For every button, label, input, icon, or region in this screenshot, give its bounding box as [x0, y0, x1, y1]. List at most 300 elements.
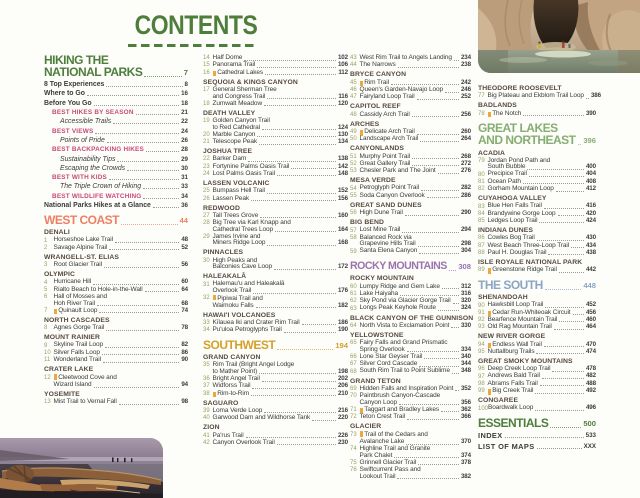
dot-leader [94, 105, 180, 106]
trail-entry-balanced-rock-via-grapevine-hills-trail [350, 235, 471, 248]
trail-name-line [213, 391, 349, 398]
trail-entry-body [360, 94, 472, 101]
trail-name-line [488, 324, 597, 331]
trail-number: 89 [478, 267, 485, 274]
dot-leader [95, 133, 179, 134]
trail-name: Golden Canyon Trail [212, 116, 270, 124]
page-number: 220 [337, 414, 348, 422]
trail-name: Cleetwood Cove and [58, 374, 117, 382]
trail-name: Highline Trail and Granite [359, 445, 431, 453]
featured-hike-marker-icon [360, 431, 363, 436]
trail-entry-body [488, 186, 597, 193]
trail-name-line [213, 171, 349, 178]
trail-number: 97 [478, 373, 485, 380]
trail-entry-garwood-dam-and-wildhorse-tank [203, 415, 348, 422]
trail-number: 92 [478, 317, 485, 324]
trail-name: Wizard Island [53, 380, 92, 388]
section-page-number: 396 [583, 135, 596, 145]
trail-name: Spring Overlook [359, 345, 405, 353]
trail-name: Canyon Loop [359, 398, 398, 406]
trail-name-line [360, 94, 472, 101]
slot-canyon-image [478, 0, 640, 73]
trail-name: Agnes Gorge Trail [53, 324, 105, 332]
dot-leader [545, 289, 581, 290]
dot-leader [454, 60, 459, 61]
section-page-number: 194 [335, 340, 348, 350]
page-number: 31 [181, 174, 188, 182]
trail-name: Deep Creek Loop Trail [487, 365, 551, 373]
trail-name-line [360, 210, 472, 217]
trail-name-line [213, 415, 349, 422]
trail-number: 88 [478, 249, 485, 256]
page-number: 106 [337, 61, 348, 69]
trail-name: Waimoku Falls [212, 301, 254, 309]
dot-leader [251, 395, 336, 396]
trail-name: Lost Mine Trail [359, 226, 401, 234]
trail-entry-nuttallburg-trails [478, 349, 596, 356]
dot-leader [277, 349, 333, 350]
trail-name: Ledges Loop Trail [487, 216, 538, 224]
page-number: 276 [460, 167, 471, 175]
trail-name: Hurricane Hill [53, 278, 92, 286]
trail-name: Santa Elena Canyon [359, 247, 418, 255]
dot-leader [445, 92, 459, 93]
page-number: 386 [590, 92, 601, 100]
trail-number: 20 [203, 131, 210, 138]
dot-leader [452, 373, 459, 374]
trail-number: 87 [478, 242, 485, 249]
trail-number: 33 [203, 320, 210, 326]
park-name-indiana-dunes: INDIANA DUNES [478, 227, 534, 235]
page-number: 416 [585, 202, 596, 210]
trail-name-line [360, 62, 472, 69]
park-name-yellowstone: YELLOWSTONE [350, 331, 404, 339]
trail-entry-the-narrows [350, 62, 471, 69]
trail-entry-fairyland-loop-trail [350, 94, 471, 101]
toc-entry-list-of-maps [478, 443, 596, 450]
dot-leader [441, 411, 459, 412]
park-name-canyonlands: CANYONLANDS [350, 145, 404, 153]
trail-number: 22 [203, 156, 210, 163]
trail-name: Wonderland Trail [53, 355, 101, 363]
trail-number: 62 [350, 298, 357, 305]
page-number: 138 [337, 155, 348, 163]
page-number: 438 [585, 248, 596, 256]
trail-name: Boardwalk Loop [488, 404, 534, 412]
trail-name: West Rim Trail to Angels Landing [359, 54, 452, 61]
dot-leader [127, 170, 179, 171]
toc-entry-label: Before You Go [44, 99, 92, 107]
page-number: 260 [460, 127, 471, 135]
trail-number: 90 [478, 302, 485, 309]
page-number: 352 [460, 384, 471, 392]
dot-leader [537, 240, 584, 241]
trail-name-line [213, 70, 349, 77]
trail-number: 58 [350, 234, 357, 241]
trail-name: Hawksbill Loop Trail [487, 301, 544, 309]
dot-leader [259, 373, 336, 374]
dot-leader [136, 114, 179, 115]
trail-entry-body [360, 112, 472, 119]
trail-name: Swiftcurrent Pass and [359, 466, 421, 474]
trail-entry-body [360, 235, 472, 248]
page-number: 34 [181, 192, 188, 200]
page-number: 330 [460, 321, 471, 329]
dot-leader [267, 98, 336, 99]
page-number: 86 [181, 348, 188, 356]
trail-name: Rialto Beach to Hole-in-the-Wall [53, 285, 143, 293]
park-name-denali: DENALI [44, 229, 70, 237]
dot-leader [529, 176, 584, 177]
park-name-pinnacles: PINNACLES [203, 249, 244, 257]
dot-leader [257, 67, 336, 68]
toc-column-4 [478, 85, 601, 453]
page-number: 130 [337, 130, 348, 138]
trail-name-line [488, 171, 597, 178]
trail-number: 40 [203, 415, 210, 422]
dot-leader [267, 245, 336, 246]
dot-leader [527, 169, 584, 170]
trail-name: Tall Trees Grove [212, 211, 259, 219]
trail-name: Garwood Dam and Wildhorse Tank [212, 414, 311, 422]
park-name-north-cascades: NORTH CASCADES [44, 316, 110, 324]
trail-number: 75 [350, 459, 357, 466]
park-name-shenandoah: SHENANDOAH [478, 294, 528, 302]
dot-leader [412, 158, 459, 159]
toc-entry-label: BEST HIKES BY SEASON [52, 109, 134, 117]
trail-entry-root-glacier-trail [44, 262, 188, 269]
trail-name: Sky Pond via Glacier Gorge Trail [359, 297, 451, 305]
beach-driftwood-image [0, 438, 163, 498]
dot-leader [427, 197, 459, 198]
trail-name: Halemau'u and Haleakalā [212, 280, 285, 288]
section-header-great-lakes-and-northeast [478, 123, 596, 146]
trail-name: James Irvine and [212, 232, 261, 240]
section-label: SOUTHWEST [203, 337, 276, 352]
trail-name: Paul H. Douglas Trail [487, 248, 547, 256]
park-name-crater-lake: CRATER LAKE [44, 366, 94, 374]
trail-name: Lumpy Ridge and Gem Lake [359, 282, 440, 290]
dot-leader [262, 381, 336, 382]
trail-entry-body [360, 323, 472, 330]
featured-hike-marker-icon [54, 309, 57, 314]
trail-name: Silver Cord Cascade [359, 360, 418, 368]
trail-name: Balconies Cave Loop [212, 263, 273, 271]
park-name-redwood: REDWOOD [203, 204, 240, 212]
trail-name-line [213, 196, 349, 203]
trail-name-line [488, 111, 597, 118]
dot-leader [571, 247, 584, 248]
dot-leader [145, 291, 180, 292]
park-name-bryce-canyon: BRYCE CANYON [350, 71, 407, 79]
section-label: NATIONAL PARKS [44, 64, 143, 79]
trail-number: 81 [478, 178, 485, 185]
toc-entry-label: 8 Top Experiences [44, 81, 105, 89]
trail-entry-body [360, 368, 472, 375]
park-name-hawai-i-volcanoes: HAWAI'I VOLCANOES [203, 311, 276, 319]
trail-name: Bright Angel Trail [212, 374, 260, 382]
trail-number: 98 [478, 380, 485, 387]
trail-name-line [488, 203, 597, 210]
trail-entry-body [213, 391, 349, 398]
park-name-theodore-roosevelt: THEODORE ROOSEVELT [478, 85, 562, 92]
page-number: 102 [337, 54, 348, 61]
page-number: 378 [460, 458, 471, 466]
trail-name: Miners Ridge Loop [212, 239, 266, 247]
page-number: 324 [460, 304, 471, 312]
dot-leader [418, 246, 459, 247]
trail-entry-greenstone-ridge-trail [478, 267, 596, 274]
page-number: 256 [460, 110, 471, 118]
trail-entry-body [213, 196, 349, 203]
trail-entry-body [488, 158, 597, 171]
toc-entry-label: BEST BACKPACKING HIKES [52, 146, 144, 154]
page-number: 160 [337, 211, 348, 219]
trail-name: Lake Haiyaha [359, 289, 399, 297]
trail-entry-body [213, 295, 349, 309]
trail-number: 72 [350, 414, 357, 421]
trail-entry-body [360, 414, 472, 421]
dot-leader [109, 249, 179, 250]
trail-number: 57 [350, 227, 357, 234]
page-number: 82 [181, 341, 188, 349]
trail-name-line [488, 349, 597, 356]
toc-entry-label: Escaping the Crowds [60, 164, 126, 172]
trail-entry-body [488, 405, 596, 412]
trail-number: 36 [203, 376, 210, 383]
trail-name: Half Dome [212, 54, 243, 61]
trail-number: 83 [478, 203, 485, 210]
section-header-the-south [478, 277, 596, 292]
dot-leader [144, 76, 181, 77]
page-number: 374 [460, 451, 471, 459]
page-number: 156 [337, 194, 348, 202]
dot-leader [540, 385, 584, 386]
dot-leader [544, 346, 584, 347]
trail-name: North Vista to Exclamation Point [359, 321, 450, 329]
trail-name: Fortynine Palms Oasis Trail [212, 162, 290, 170]
trail-name-line [360, 136, 472, 143]
toc-entry-label: Points of Pride [60, 136, 105, 144]
trail-name: Greenstone Ridge Trail [492, 266, 557, 274]
park-name-congaree: CONGAREE [478, 397, 519, 405]
page-number: 28 [181, 146, 188, 154]
page-number: 210 [337, 389, 348, 397]
trail-entry-body [360, 431, 472, 445]
trail-entry-widforss-trail [203, 383, 348, 390]
trail-entry-cassidy-arch-trail [350, 112, 471, 119]
trail-name-line [54, 382, 189, 389]
page-number: 94 [181, 380, 188, 388]
trail-number: 78 [478, 110, 485, 117]
trail-number: 19 [203, 118, 210, 125]
toc-entry-escaping-the-crowds [44, 165, 188, 172]
page-number: 474 [585, 347, 596, 355]
trail-number: 21 [203, 139, 210, 146]
trail-name: Teton Crest Trail [359, 413, 406, 421]
dot-leader [244, 60, 336, 61]
trail-entry-teton-crest-trail [350, 414, 471, 421]
park-name-death-valley: DEATH VALLEY [203, 109, 256, 117]
dot-leader [523, 115, 584, 116]
section-header-rocky-mountains [350, 261, 471, 272]
trail-name: Mist Trail to Vernal Fall [53, 398, 117, 406]
page-number: 390 [585, 109, 596, 117]
page-number: 134 [337, 137, 348, 145]
trail-name-line [213, 101, 349, 108]
trail-name: Bearfence Mountain Trail [487, 315, 558, 323]
page-number: 344 [460, 360, 471, 368]
trail-entry-old-rag-mountain-trail [478, 324, 596, 331]
trail-entry-body [54, 294, 189, 307]
title-dash-divider [128, 44, 254, 47]
contents-title: CONTENTS [134, 10, 258, 40]
trail-name: Andrews Bald Trail [487, 372, 540, 380]
page-number: 370 [460, 437, 471, 445]
featured-hike-marker-icon [213, 71, 216, 76]
toc-entry-label: Accessible Trails [60, 118, 112, 126]
trail-name-line [213, 264, 349, 271]
section-label: HIKING THE [44, 53, 109, 67]
trail-number: 43 [350, 55, 357, 62]
trail-number: 4 [44, 279, 48, 286]
trail-entry-paintbrush-canyon-cascade-canyon-loop [350, 393, 471, 406]
trail-entry-james-irvine-and-miners-ridge-loop [203, 234, 348, 247]
trail-number: 24 [203, 171, 210, 178]
trail-name: Silver Falls Loop [53, 348, 100, 356]
section-label: THE SOUTH [478, 277, 543, 292]
trail-entry-body [213, 188, 349, 195]
toc-entry-label: Sustainability Tips [60, 155, 116, 163]
dot-leader [537, 448, 582, 449]
dot-leader [544, 208, 584, 209]
dot-leader [105, 347, 179, 348]
section-label: AND NORTHEAST [478, 132, 576, 147]
trail-entry-savage-alpine-trail [44, 245, 188, 252]
page-number: 22 [181, 118, 188, 126]
trail-entry-mist-trail-to-vernal-fall [44, 399, 188, 406]
dot-leader [104, 267, 179, 268]
dot-leader [451, 327, 459, 328]
trail-name-line [360, 414, 472, 421]
section-header-hiking-the-national-parks [44, 55, 188, 78]
trail-name: Lassen Peak [212, 194, 249, 202]
trail-entry-body [488, 235, 597, 242]
trail-number: 2 [44, 244, 48, 251]
trail-entry-big-tree-via-karl-knapp-and-cathedral-trees-loop [203, 220, 348, 233]
toc-entry-label: National Parks Hikes at a Glance [44, 202, 151, 210]
dot-leader [267, 193, 336, 194]
page-number: 356 [460, 398, 471, 406]
trail-number: 53 [350, 168, 357, 175]
dot-leader [117, 161, 179, 162]
trail-entry-body [360, 446, 472, 459]
park-name-great-smoky-mountains: GREAT SMOKY MOUNTAINS [478, 357, 573, 365]
trail-name: Hall of Mosses and [53, 292, 107, 300]
trail-name: Hoh River Trail [53, 299, 95, 307]
dot-leader [94, 387, 180, 388]
toc-column-3 [350, 54, 474, 481]
trail-name: Blue Hen Falls Trail [487, 202, 542, 210]
trail-name: Hidden Falls and Inspiration Point [359, 384, 454, 392]
dot-leader [103, 362, 179, 363]
trail-number: 30 [203, 257, 210, 264]
trail-name-line [360, 193, 472, 200]
trail-number: 28 [203, 220, 210, 227]
trail-entry-body [213, 101, 349, 108]
section-header-essentials [478, 418, 596, 429]
trail-name: Lone Star Geyser Trail [359, 352, 423, 360]
trail-name: Lost Palms Oasis Trail [212, 169, 275, 177]
trail-entry-fairy-falls-and-grand-prismatic-spring-overlook [350, 340, 471, 353]
trail-entry-santa-elena-canyon [350, 248, 471, 255]
trail-entry-body [213, 87, 349, 100]
trail-entry-agnes-gorge-trail [44, 325, 188, 332]
toc-entry-best-backpacking-hikes [44, 146, 188, 153]
trail-name: Pipiwai Trail and [217, 295, 263, 303]
trail-entry-body [360, 136, 472, 143]
dot-leader [438, 310, 459, 311]
page-number: 264 [460, 135, 471, 143]
trail-number: 38 [203, 390, 210, 397]
trail-name: Balanced Rock via [359, 233, 412, 241]
page-number: 268 [460, 152, 471, 160]
trail-entry-pipiwai-trail-and-waimoku-falls [203, 295, 348, 309]
trail-name: Taggart and Bradley Lakes [364, 405, 440, 413]
page-number: 48 [181, 236, 188, 244]
dot-leader [257, 136, 336, 137]
dot-leader [265, 74, 336, 75]
park-name-saguaro: SAGUARO [203, 399, 239, 407]
dot-leader [398, 67, 459, 68]
section-page-number: 7 [183, 67, 188, 77]
park-name-sequoia-kings-canyon: SEQUOIA & KINGS CANYON [203, 78, 298, 86]
trail-entry-body [213, 139, 349, 146]
page-number: 442 [585, 266, 596, 274]
dot-leader [102, 354, 179, 355]
trail-name-line [488, 388, 597, 395]
trail-number: 64 [350, 323, 357, 329]
dot-leader [106, 330, 179, 331]
toc-entry-label: Where to Go [44, 90, 85, 98]
dot-leader [87, 95, 179, 96]
trail-number: 41 [203, 432, 210, 439]
trail-number: 80 [478, 171, 485, 178]
trail-name-line [54, 399, 189, 406]
trail-number: 61 [350, 291, 357, 298]
trail-name: Kīlauea Iki and Crater Rim Trail [212, 318, 300, 326]
trail-name: The Narrows [359, 61, 396, 69]
trail-name: Barker Dam [212, 155, 247, 163]
trail-number: 14 [203, 55, 210, 62]
trail-name: South Bubble [487, 163, 526, 171]
dot-leader [455, 390, 459, 391]
dot-leader [248, 161, 336, 162]
trail-number: 25 [203, 188, 210, 195]
dot-leader [97, 305, 179, 306]
trail-number: 50 [350, 136, 357, 143]
trail-number: 46 [350, 87, 357, 94]
trail-number: 49 [350, 129, 357, 136]
trail-name-line [213, 188, 349, 195]
trail-entry-cleetwood-cove-and-wizard-island [44, 374, 188, 388]
dot-leader [106, 86, 182, 87]
section-header-west-coast [44, 215, 188, 226]
page-number: 430 [585, 234, 596, 242]
trail-name: Petroglyph Point Trail [359, 184, 420, 192]
trail-number: 13 [44, 399, 51, 406]
trail-name: Fairy Falls and Grand Prismatic [359, 339, 448, 347]
